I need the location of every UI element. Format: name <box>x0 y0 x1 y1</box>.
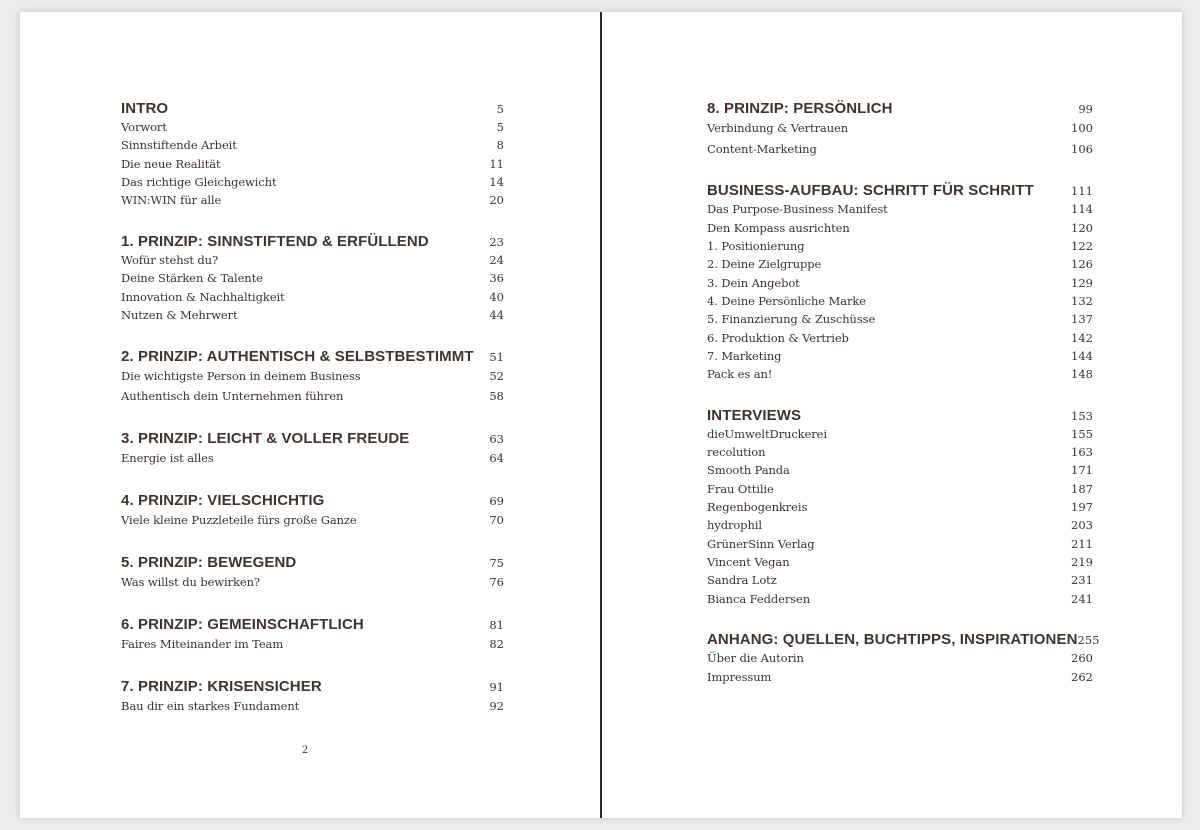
toc-entry <box>121 366 504 386</box>
section-page-number: 63 <box>489 431 504 446</box>
entry-title: hydrophil <box>707 518 762 533</box>
entry-page-number: 144 <box>1071 348 1093 363</box>
toc-entry <box>707 200 1093 218</box>
toc-entry <box>121 251 504 269</box>
entry-title: Deine Stärken & Talente <box>121 271 263 286</box>
entry-title: Vorwort <box>121 120 167 135</box>
entry-title: 7. Marketing <box>707 348 782 363</box>
entry-page-number: 241 <box>1071 591 1093 606</box>
entry-page-number: 137 <box>1071 312 1093 327</box>
toc-section <box>121 486 504 530</box>
toc-entry <box>121 386 504 406</box>
toc-entry <box>121 572 504 592</box>
entry-title: Bau dir ein starkes Fundament <box>121 698 300 713</box>
entry-title: Innovation & Nachhaltigkeit <box>121 289 285 304</box>
toc-entry <box>707 347 1093 365</box>
toc-entry <box>121 136 504 154</box>
entry-page-number: 122 <box>1071 239 1093 254</box>
section-page-number: 153 <box>1071 408 1093 423</box>
entry-title: Wofür stehst du? <box>121 253 219 268</box>
entry-title: Die wichtigste Person in deinem Business <box>121 368 361 383</box>
entry-title: Was willst du bewirken? <box>121 574 260 589</box>
entry-title: 3. Dein Angebot <box>707 275 800 290</box>
toc-entry <box>707 461 1093 479</box>
entry-page-number: 231 <box>1071 573 1093 588</box>
entry-page-number: 24 <box>489 253 504 268</box>
toc-entry <box>707 571 1093 589</box>
entry-page-number: 52 <box>489 368 504 383</box>
entry-page-number: 70 <box>489 513 504 528</box>
entry-page-number: 219 <box>1071 554 1093 569</box>
entry-title: Bianca Feddersen <box>707 591 811 606</box>
section-title: INTRO <box>121 100 169 117</box>
toc-entry <box>121 448 504 468</box>
entry-page-number: 20 <box>489 193 504 208</box>
toc-entry <box>121 269 504 287</box>
entry-page-number: 100 <box>1071 121 1093 136</box>
toc-entry <box>707 589 1093 607</box>
entry-title: 2. Deine Zielgruppe <box>707 257 822 272</box>
entry-title: Frau Ottilie <box>707 481 774 496</box>
toc-entry <box>121 696 504 716</box>
entry-page-number: 40 <box>489 289 504 304</box>
toc-section-heading <box>121 610 504 633</box>
toc-section-heading <box>707 625 1100 649</box>
book-spread <box>20 12 1182 818</box>
page-number-folio: 2 <box>301 745 309 756</box>
toc-section-heading <box>121 486 504 509</box>
toc-section <box>707 625 1100 686</box>
toc-section-heading <box>121 672 504 695</box>
toc-entry <box>707 535 1093 553</box>
right-page <box>603 12 1182 818</box>
entry-title: dieUmweltDruckerei <box>707 426 827 441</box>
toc-entry <box>121 306 504 324</box>
toc-entry <box>707 273 1093 291</box>
entry-page-number: 148 <box>1071 367 1093 382</box>
section-page-number: 255 <box>1077 633 1100 648</box>
entry-page-number: 64 <box>489 451 504 466</box>
entry-page-number: 82 <box>489 636 504 651</box>
entry-title: Die neue Realität <box>121 156 221 171</box>
toc-entry <box>707 292 1093 310</box>
section-title: INTERVIEWS <box>707 406 802 424</box>
toc-section <box>121 342 504 407</box>
toc-entry <box>707 138 1093 158</box>
toc-section-heading <box>121 548 504 571</box>
toc-entry <box>707 425 1093 443</box>
section-page-number: 69 <box>489 493 504 508</box>
toc-section <box>707 94 1093 159</box>
toc-section <box>121 610 504 654</box>
section-title: ANHANG: QUELLEN, BUCHTIPPS, INSPIRATIONEN <box>707 631 1078 649</box>
entry-page-number: 197 <box>1071 500 1093 515</box>
toc-entry <box>707 118 1093 138</box>
entry-page-number: 114 <box>1071 202 1093 217</box>
entry-title: 4. Deine Persönliche Marke <box>707 293 866 308</box>
entry-title: Über die Autorin <box>707 651 804 666</box>
entry-title: recolution <box>707 445 766 460</box>
entry-page-number: 106 <box>1071 141 1093 156</box>
toc-entry <box>121 634 504 654</box>
entry-page-number: 132 <box>1071 293 1093 308</box>
toc-entry <box>121 510 504 530</box>
section-page-number: 111 <box>1071 184 1093 199</box>
table-of-contents-right <box>707 94 1100 686</box>
entry-title: Regenbogenkreis <box>707 500 808 515</box>
entry-page-number: 142 <box>1071 330 1093 345</box>
section-title: BUSINESS-AUFBAU: SCHRITT FÜR SCHRITT <box>707 182 1034 200</box>
toc-entry <box>707 328 1093 346</box>
entry-title: Nutzen & Mehrwert <box>121 308 238 323</box>
entry-page-number: 211 <box>1071 536 1093 551</box>
toc-entry <box>707 365 1093 383</box>
section-title: 4. PRINZIP: VIELSCHICHTIG <box>121 491 325 509</box>
toc-entry <box>707 553 1093 571</box>
entry-page-number: 163 <box>1071 445 1093 460</box>
entry-title: Viele kleine Puzzleteile fürs große Ganze <box>121 513 357 528</box>
entry-page-number: 8 <box>496 138 504 153</box>
entry-page-number: 203 <box>1071 518 1093 533</box>
toc-section <box>121 548 504 592</box>
toc-section-heading <box>121 342 504 365</box>
entry-title: Smooth Panda <box>707 463 790 478</box>
toc-entry <box>707 480 1093 498</box>
section-title: 7. PRINZIP: KRISENSICHER <box>121 677 322 695</box>
entry-title: 6. Produktion & Vertrieb <box>707 330 849 345</box>
toc-section-heading <box>121 94 504 117</box>
toc-entry <box>121 288 504 306</box>
entry-page-number: 11 <box>489 156 504 171</box>
toc-section <box>121 227 504 324</box>
entry-title: GrünerSinn Verlag <box>707 536 815 551</box>
section-page-number: 91 <box>489 679 504 694</box>
toc-section-heading <box>707 94 1093 117</box>
section-title: 8. PRINZIP: PERSÖNLICH <box>707 100 893 117</box>
toc-entry <box>707 237 1093 255</box>
book-gutter <box>600 12 602 818</box>
section-title: 1. PRINZIP: SINNSTIFTEND & ERFÜLLEND <box>121 232 429 250</box>
section-page-number: 99 <box>1078 102 1093 116</box>
toc-entry <box>707 649 1093 667</box>
section-title: 3. PRINZIP: LEICHT & VOLLER FREUDE <box>121 429 410 447</box>
entry-title: Energie ist alles <box>121 451 214 466</box>
entry-page-number: 120 <box>1071 220 1093 235</box>
section-title: 6. PRINZIP: GEMEINSCHAFTLICH <box>121 615 364 633</box>
entry-title: 5. Finanzierung & Zuschüsse <box>707 312 876 327</box>
toc-entry <box>121 118 504 136</box>
section-page-number: 5 <box>496 102 504 116</box>
entry-page-number: 36 <box>489 271 504 286</box>
section-page-number: 23 <box>489 234 504 249</box>
section-title: 5. PRINZIP: BEWEGEND <box>121 553 297 571</box>
entry-title: WIN:WIN für alle <box>121 193 222 208</box>
entry-title: 1. Positionierung <box>707 239 805 254</box>
toc-entry <box>121 191 504 209</box>
toc-section-heading <box>707 176 1093 199</box>
toc-section <box>707 401 1093 608</box>
entry-title: Das richtige Gleichgewicht <box>121 175 277 190</box>
toc-section <box>707 176 1093 383</box>
toc-entry <box>707 310 1093 328</box>
toc-entry <box>121 155 504 173</box>
toc-section <box>121 424 504 468</box>
section-page-number: 81 <box>489 617 504 632</box>
entry-title: Content-Marketing <box>707 141 817 156</box>
section-title: 2. PRINZIP: AUTHENTISCH & SELBSTBESTIMMT <box>121 347 474 365</box>
toc-entry <box>707 443 1093 461</box>
entry-title: Sinnstiftende Arbeit <box>121 138 237 153</box>
entry-title: Pack es an! <box>707 367 773 382</box>
entry-page-number: 155 <box>1071 426 1093 441</box>
entry-title: Faires Miteinander im Team <box>121 636 284 651</box>
section-page-number: 51 <box>489 349 504 364</box>
entry-title: Das Purpose-Business Manifest <box>707 202 888 217</box>
entry-page-number: 129 <box>1071 275 1093 290</box>
toc-entry <box>707 498 1093 516</box>
entry-page-number: 126 <box>1071 257 1093 272</box>
toc-entry <box>707 219 1093 237</box>
entry-title: Den Kompass ausrichten <box>707 220 850 235</box>
entry-title: Authentisch dein Unternehmen führen <box>121 389 344 404</box>
toc-entry <box>707 516 1093 534</box>
left-page <box>20 12 601 818</box>
entry-page-number: 14 <box>489 175 504 190</box>
toc-section-heading <box>121 424 504 447</box>
entry-page-number: 262 <box>1071 669 1093 684</box>
toc-section <box>121 672 504 716</box>
entry-page-number: 187 <box>1071 481 1093 496</box>
toc-entry <box>707 668 1093 686</box>
section-page-number: 75 <box>489 555 504 570</box>
entry-title: Verbindung & Vertrauen <box>707 121 849 136</box>
entry-page-number: 171 <box>1071 463 1093 478</box>
entry-page-number: 44 <box>489 308 504 323</box>
toc-section-heading <box>707 401 1093 424</box>
toc-entry <box>121 173 504 191</box>
table-of-contents-left <box>121 94 504 716</box>
toc-section-heading <box>121 227 504 250</box>
entry-title: Sandra Lotz <box>707 573 777 588</box>
entry-title: Impressum <box>707 669 772 684</box>
entry-title: Vincent Vegan <box>707 554 790 569</box>
toc-section <box>121 94 504 209</box>
entry-page-number: 92 <box>489 698 504 713</box>
entry-page-number: 5 <box>496 120 504 135</box>
entry-page-number: 76 <box>489 574 504 589</box>
entry-page-number: 58 <box>489 389 504 404</box>
toc-entry <box>707 255 1093 273</box>
entry-page-number: 260 <box>1071 651 1093 666</box>
